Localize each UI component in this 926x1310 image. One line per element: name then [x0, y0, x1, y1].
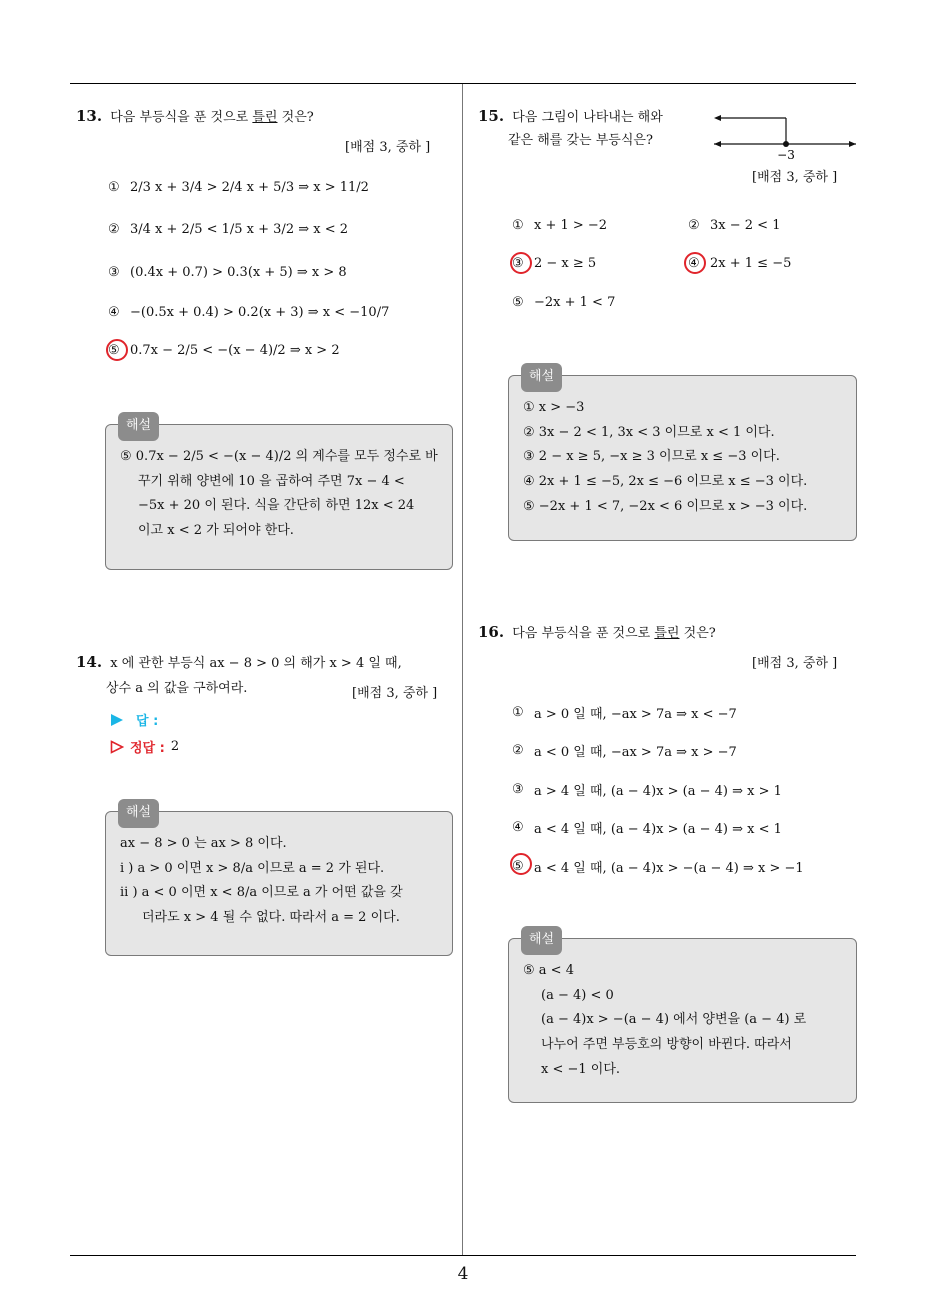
explanation-line: ⑤ 0.7x − 2/5 < −(x − 4)/2 의 계수를 모두 정수로 바 — [120, 449, 438, 464]
option-text: 3x − 2 < 1 — [710, 218, 781, 233]
score-label: [배점 3, 중하 ] — [752, 656, 838, 671]
explanation-line: (a − 4)x > −(a − 4) 에서 양변을 (a − 4) 로 — [541, 1012, 807, 1028]
option-text: −(0.5x + 0.4) > 0.2(x + 3) ⇒ x < −10/7 — [130, 305, 390, 320]
number-line-figure — [710, 104, 860, 162]
explanation-line: ⑤ a < 4 — [523, 963, 574, 978]
page-number: 4 — [457, 1264, 469, 1284]
option-1[interactable] — [108, 180, 369, 195]
option-text: 2x + 1 ≤ −5 — [710, 256, 792, 271]
correct-answer-row — [110, 737, 179, 756]
explanation-line: ④ 2x + 1 ≤ −5, 2x ≤ −6 이므로 x ≤ −3 이다. — [523, 474, 808, 490]
option-text: 2 − x ≥ 5 — [534, 256, 597, 271]
question-prompt-end: 것은? — [683, 626, 716, 641]
explanation-line: ii ) a < 0 이면 x < 8/a 이므로 a 가 어떤 값을 갖 — [120, 885, 403, 901]
explanation-line: i ) a > 0 이면 x > 8/a 이므로 a = 2 가 된다. — [120, 860, 385, 876]
option-number: ③ — [512, 256, 524, 271]
option-number: ④ — [688, 256, 700, 271]
option-number: ⑤ — [108, 343, 120, 358]
question-13 — [76, 106, 456, 128]
option-text: a < 4 일 때, (a − 4)x > −(a − 4) ⇒ x > −1 — [534, 861, 804, 876]
option-number: ④ — [512, 820, 524, 835]
question-16 — [478, 622, 716, 644]
explanation-box — [508, 932, 857, 1103]
explanation-line: 꾸기 위해 양변에 10 을 곱하여 주면 7x − 4 < — [138, 473, 405, 489]
option-3[interactable] — [512, 256, 596, 271]
option-5[interactable] — [512, 857, 804, 876]
question-prompt: x 에 관한 부등식 ax − 8 > 0 의 해가 x > 4 일 때, — [110, 656, 402, 671]
explanation-box — [508, 369, 857, 541]
explanation-line: ax − 8 > 0 는 ax > 8 이다. — [120, 836, 287, 851]
option-3[interactable] — [512, 780, 782, 799]
explanation-tag: 해설 — [118, 799, 159, 828]
option-number: ② — [108, 222, 120, 237]
option-number: ⑤ — [512, 859, 524, 874]
question-15 — [478, 106, 663, 128]
option-4[interactable] — [688, 256, 791, 271]
option-1[interactable] — [512, 218, 607, 233]
question-number: 16. — [478, 623, 505, 641]
correct-answer-value: 2 — [170, 739, 180, 754]
column-divider — [462, 84, 463, 1256]
option-text: x + 1 > −2 — [534, 218, 608, 233]
score-label: [배점 3, 중하 ] — [345, 140, 431, 155]
option-2[interactable] — [512, 741, 737, 760]
question-prompt: 다음 그림이 나타내는 해와 — [512, 110, 663, 125]
question-prompt-emphasis: 틀린 — [654, 626, 680, 641]
option-3[interactable] — [108, 265, 347, 280]
question-prompt-end: 것은? — [281, 110, 314, 125]
option-4[interactable] — [512, 818, 782, 837]
option-2[interactable] — [688, 218, 780, 233]
option-text: 0.7x − 2/5 < −(x − 4)/2 ⇒ x > 2 — [130, 343, 340, 358]
question-14 — [76, 652, 456, 674]
explanation-line: ③ 2 − x ≥ 5, −x ≥ 3 이므로 x ≤ −3 이다. — [523, 449, 780, 465]
explanation-line: x < −1 이다. — [541, 1061, 621, 1077]
bottom-rule — [70, 1255, 856, 1256]
explanation-line: ② 3x − 2 < 1, 3x < 3 이므로 x < 1 이다. — [523, 424, 775, 440]
question-number: 13. — [76, 107, 103, 125]
number-line-label: −3 — [777, 148, 795, 162]
option-number: ② — [512, 743, 524, 758]
explanation-box — [105, 418, 453, 570]
option-text: a > 0 일 때, −ax > 7a ⇒ x < −7 — [534, 707, 737, 722]
option-text: 3/4 x + 2/5 < 1/5 x + 3/2 ⇒ x < 2 — [130, 222, 349, 237]
option-text: a < 0 일 때, −ax > 7a ⇒ x > −7 — [534, 745, 737, 760]
option-4[interactable] — [108, 305, 389, 320]
explanation-line: ⑤ −2x + 1 < 7, −2x < 6 이므로 x > −3 이다. — [523, 498, 808, 514]
question-14-line2: 상수 a 의 값을 구하여라. — [106, 681, 248, 696]
option-5[interactable] — [512, 295, 615, 310]
option-number: ⑤ — [512, 295, 524, 310]
explanation-tag: 해설 — [118, 412, 159, 441]
play-outline-icon — [110, 740, 124, 754]
play-icon — [110, 713, 124, 727]
option-number: ① — [512, 705, 524, 720]
top-rule — [70, 83, 856, 84]
score-label: [배점 3, 중하 ] — [752, 170, 838, 185]
question-number: 14. — [76, 653, 103, 671]
explanation-tag: 해설 — [521, 926, 562, 955]
explanation-line: 이고 x < 2 가 되어야 한다. — [138, 523, 294, 539]
question-prompt: 다음 부등식을 푼 것으로 — [110, 110, 249, 125]
option-number: ③ — [512, 782, 524, 797]
option-1[interactable] — [512, 703, 737, 722]
correct-answer-label: 정답 : — [130, 741, 165, 756]
option-number: ③ — [108, 265, 120, 280]
score-label: [배점 3, 중하 ] — [352, 686, 438, 701]
option-text: a < 4 일 때, (a − 4)x > (a − 4) ⇒ x < 1 — [534, 822, 782, 837]
explanation-line: 더라도 x > 4 될 수 없다. 따라서 a = 2 이다. — [142, 910, 400, 926]
question-prompt: 다음 부등식을 푼 것으로 — [512, 626, 651, 641]
explanation-line: 나누어 주면 부등호의 방향이 바뀐다. 따라서 — [541, 1037, 792, 1053]
explanation-line: ① x > −3 — [523, 400, 585, 415]
option-text: a > 4 일 때, (a − 4)x > (a − 4) ⇒ x > 1 — [534, 784, 782, 799]
explanation-line: (a − 4) < 0 — [541, 987, 614, 1003]
option-number: ① — [512, 218, 524, 233]
explanation-box — [105, 805, 453, 956]
option-2[interactable] — [108, 222, 348, 237]
question-15-line2: 같은 해를 갖는 부등식은? — [508, 133, 653, 148]
option-number: ④ — [108, 305, 120, 320]
option-text: (0.4x + 0.7) > 0.3(x + 5) ⇒ x > 8 — [130, 265, 347, 280]
option-number: ② — [688, 218, 700, 233]
option-5[interactable] — [108, 343, 340, 358]
explanation-tag: 해설 — [521, 363, 562, 392]
answer-row — [110, 710, 158, 729]
option-text: 2/3 x + 3/4 > 2/4 x + 5/3 ⇒ x > 11/2 — [130, 180, 369, 195]
answer-label: 답 : — [136, 714, 159, 729]
option-number: ① — [108, 180, 120, 195]
option-text: −2x + 1 < 7 — [534, 295, 616, 310]
explanation-line: −5x + 20 이 된다. 식을 간단히 하면 12x < 24 — [138, 498, 415, 514]
question-prompt-emphasis: 틀린 — [252, 110, 278, 125]
question-number: 15. — [478, 107, 505, 125]
